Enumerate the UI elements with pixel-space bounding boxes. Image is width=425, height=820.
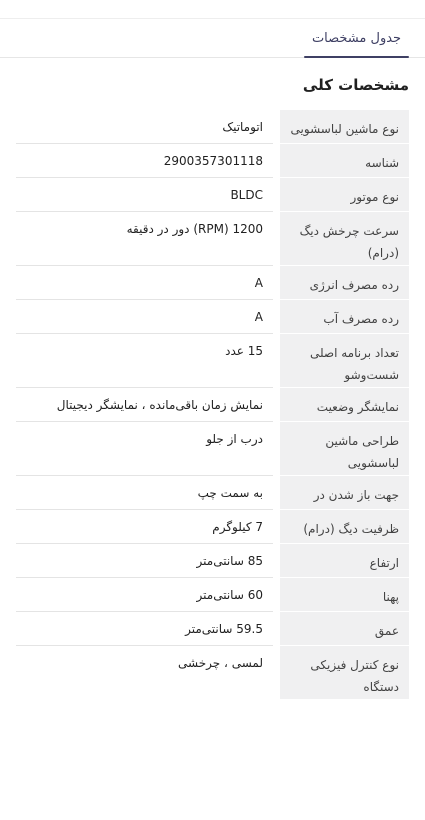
spec-row	[16, 612, 409, 646]
spec-key: جهت باز شدن در	[280, 476, 409, 510]
spec-row	[16, 266, 409, 300]
spec-key: پهنا	[280, 578, 409, 612]
spec-row	[16, 212, 409, 266]
active-tab-indicator	[304, 56, 409, 58]
spec-value: 60 سانتی‌متر	[16, 578, 273, 612]
spec-value: A	[16, 300, 273, 334]
spec-key: سرعت چرخش دیگ (درام)	[280, 212, 409, 266]
spec-value: نمایش زمان باقی‌مانده ، نمایشگر دیجیتال	[16, 388, 273, 422]
spec-row	[16, 144, 409, 178]
spec-value: 85 سانتی‌متر	[16, 544, 273, 578]
spec-row	[16, 646, 409, 700]
spec-key: نوع کنترل فیزیکی دستگاه	[280, 646, 409, 700]
spec-key: ظرفیت دیگ (درام)	[280, 510, 409, 544]
spec-value: درب از جلو	[16, 422, 273, 476]
spec-row	[16, 422, 409, 476]
spec-key: رده مصرف آب	[280, 300, 409, 334]
spec-key: رده مصرف انرژی	[280, 266, 409, 300]
spec-value: BLDC	[16, 178, 273, 212]
spec-row	[16, 388, 409, 422]
spec-value: اتوماتیک	[16, 110, 273, 144]
spec-value: به سمت چپ	[16, 476, 273, 510]
spec-value: 59.5 سانتی‌متر	[16, 612, 273, 646]
spec-key: نوع ماشین لباسشویی	[280, 110, 409, 144]
spec-row	[16, 510, 409, 544]
spec-row	[16, 110, 409, 144]
spec-value: 15 عدد	[16, 334, 273, 388]
tab-specs-table[interactable]	[304, 19, 409, 58]
spec-row	[16, 334, 409, 388]
tab-bar	[0, 19, 425, 58]
spec-value: 2900357301118	[16, 144, 273, 178]
spec-value: 1200 (RPM) دور در دقیقه	[16, 212, 273, 266]
spec-value: لمسی ، چرخشی	[178, 656, 263, 670]
spec-key: طراحی ماشین لباسشویی	[280, 422, 409, 476]
spec-row	[16, 544, 409, 578]
spec-key: تعداد برنامه اصلی شست‌وشو	[280, 334, 409, 388]
spec-row	[16, 476, 409, 510]
section-title: مشخصات کلی	[302, 76, 409, 94]
spec-value: A	[16, 266, 273, 300]
spec-key: عمق	[280, 612, 409, 646]
tab-label: جدول مشخصات	[311, 31, 402, 46]
spec-row	[16, 300, 409, 334]
spec-table	[16, 110, 409, 700]
spec-key: شناسه	[280, 144, 409, 178]
spec-value: 7 کیلوگرم	[16, 510, 273, 544]
spec-key: نوع موتور	[280, 178, 409, 212]
spec-key: ارتفاع	[280, 544, 409, 578]
spec-row	[16, 578, 409, 612]
spec-row	[16, 178, 409, 212]
spec-key: نمایشگر وضعیت	[280, 388, 409, 422]
